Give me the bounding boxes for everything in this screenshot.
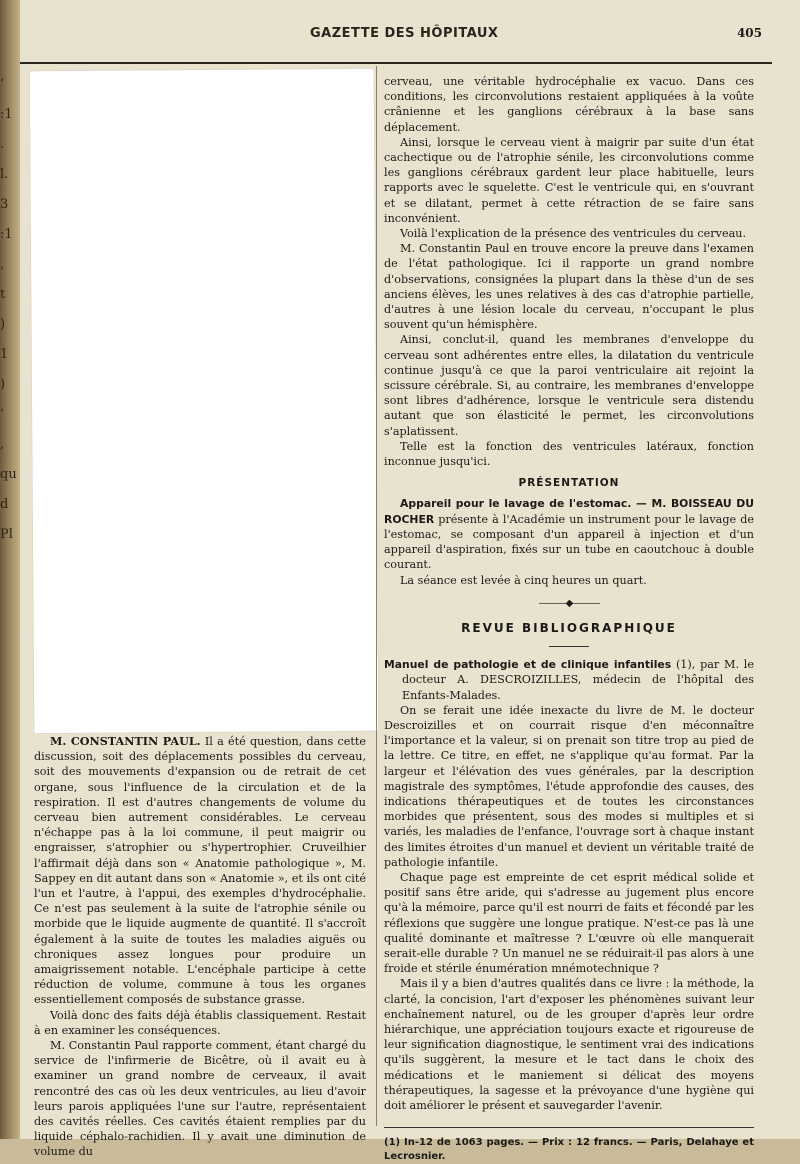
ornament-divider: ———◆——— bbox=[538, 597, 600, 609]
book-details: (1), par M. le docteur A. DESCROIZILLES, médecin de l'hôpital des Enfants-Malades. bbox=[402, 658, 754, 702]
footnote: (1) In-12 de 1063 pages. — Prix : 12 francs. — Paris, Delahaye et Lecrosnier. bbox=[384, 1137, 754, 1163]
left-column bbox=[34, 734, 366, 1160]
paragraph: Telle est la fonction des ventricules latéraux, fonction inconnue jusqu'ici. bbox=[384, 439, 754, 469]
paragraph: Voilà donc des faits déjà établis classiquement. Restait à en examiner les conséquences. bbox=[34, 1008, 366, 1037]
paragraph bbox=[384, 496, 754, 572]
paragraph: Mais il y a bien d'autres qualités dans ce livre : la méthode, la clarté, la concision, l'art d'exposer les phénomènes suivant leur enchaînement naturel, ou de les grouper d'après leur ordre hiérarchique, une appréciation toujours exacte et rigoureuse de leur signification diagnostique, le sentiment vrai des indications qu'ils suggèrent, la mesure et le tact dans le choix des médications et le maniement si délicat des moyens thérapeutiques, la sagesse et la prévoyance d'une hygiène qui doit améliorer le présent et sauvegarder l'avenir. bbox=[384, 977, 754, 1112]
paragraph: M. Constantin Paul rapporte comment, étant chargé du service de l'infirmerie de Bicêtre, où il avait eu à examiner un grand nombre de cerveaux, il avait rencontré des cas où les deux ventricules, au lieu d'avoir leurs parois appliquées l'une sur l'autre, représentaient des cavités réelles. Ces cavités étaient remplies par du liquide céphalo-rachidien. Il y avait une diminution de volume du bbox=[34, 1039, 366, 1159]
running-header bbox=[20, 24, 800, 46]
book-title: Manuel de pathologie et de clinique infantiles bbox=[384, 658, 672, 672]
paragraph: On se ferait une idée inexacte du livre de M. le docteur Descroizilles et on courrait risque d'en méconnaître l'importance et la valeur, si on prenait son titre trop au pied de la lettre. Ce titre, en effet, ne s'applique qu'au format. Par la largeur et l'élévation des vues générales, par la description magistrale des symptômes, l'étude approfondie des causes, des indications thérapeutiques et de toutes les circonstances morbides que présentent, sous des modes si multiples et si variés, les maladies de l'enfance, l'ouvrage sort à chaque instant des limites étroites d'un manuel et devient un véritable traité de pathologie infantile. bbox=[384, 703, 754, 869]
right-column bbox=[384, 74, 754, 1164]
page-number: 405 bbox=[736, 26, 762, 40]
paragraph: cerveau, une véritable hydrocéphalie ex vacuo. Dans ces conditions, les circonvolutions restaient appliquées à la voûte crânienne et les ganglions cérébraux à la base sans déplacement. bbox=[384, 75, 754, 134]
section-heading-review: REVUE BIBLIOGRAPHIQUE bbox=[461, 620, 677, 635]
short-rule bbox=[549, 646, 589, 647]
paragraph: Chaque page est empreinte de cet esprit médical solide et positif sans être aride, qui s'adresse au jugement plus encore qu'à la mémoire, parce qu'il est nourri de faits et fécondé par les réflexions que suggère une longue pratique. N'est-ce pas là une qualité dominante et maîtresse ? L'œuvre où elle manquerait serait-elle durable ? Un manuel ne se réduirait-il pas alors à une froide et stérile énumération mnémotechnique ? bbox=[384, 870, 754, 976]
pasted-blank-patch bbox=[30, 69, 379, 733]
paragraph bbox=[34, 734, 366, 1008]
footnote-rule bbox=[384, 1127, 754, 1128]
closing-line: La séance est levée à cinq heures un quart. bbox=[400, 573, 647, 587]
paragraph-text: Il a été question, dans cette discussion, soit des déplacements possibles du cerveau, soit des mouvements d'expansion ou de retrait de cet organe, sous l'influence de la circulation et de la respiration. Il est d'autres changements de volume du cerveau bien autrement considérables. Le cerveau n'échappe pas à la loi commune, il peut maigrir ou engraisser, s'atrophier ou s'hypertrophier. Cruveilhier l'affirmait déjà dans son « Anatomie pathologique », M. Sappey en dit autant dans son « Anatomie », et ils ont cité l'un et l'autre, à l'appui, des exemples d'hydrocéphalie. Ce n'est pas seulement à la suite de l'atrophie sénile ou morbide que le liquide augmente de quantité. Il s'accroît également à la suite de toutes les maladies aiguës ou chroniques assez longues pour produire un amaigrissement notable. L'encéphale participe à cette réduction de volume, commune à tous les organes essentiellement composés de substance grasse. bbox=[34, 735, 366, 1007]
journal-page bbox=[20, 0, 800, 1163]
paragraph: Ainsi, conclut-il, quand les membranes d'enveloppe du cerveau sont adhérentes entre elles, la dilatation du ventricule continue jusqu'à ce que la paroi ventriculaire ait rejoint la scissure cérébrale. Si, au contraire, les membranes d'enveloppe sont libres d'adhérence, lorsque le ventricule sera distendu autant que son élasticité le permet, les circonvolutions s'aplatissent. bbox=[384, 333, 754, 438]
paragraph: Voilà l'explication de la présence des ventricules du cerveau. bbox=[400, 227, 747, 241]
paragraph: Ainsi, lorsque le cerveau vient à maigrir par suite d'un état cachectique ou de l'atrophie sénile, les circonvolutions comme les ganglions cérébraux gardent leur place habituelle, leurs rapports avec le squelette. C'est le ventricule qui, en s'ouvrant et se dilatant, permet à cette rétraction de se faire sans inconvénient. bbox=[384, 135, 754, 225]
section-heading-presentation: PRÉSENTATION bbox=[518, 477, 620, 490]
paragraph-text: présente à l'Académie un instrument pour le lavage de l'estomac, se composant d'un appareil à injection et d'un appareil d'aspiration, fixés sur un tube en caoutchouc à double courant. bbox=[384, 512, 754, 572]
header-rule bbox=[20, 62, 772, 64]
presentation-lead: Appareil pour le lavage de l'estomac. — M. BOISSEAU DU ROCHER bbox=[384, 497, 754, 526]
book-entry bbox=[384, 657, 754, 703]
paragraph: M. Constantin Paul en trouve encore la preuve dans l'examen de l'état pathologique. Ici il rapporte un grand nombre d'observations, consignées la plupart dans la thèse d'un de ses anciens élèves, les unes relatives à des cas d'atrophie partielle, d'autres à une lésion locale du cerveau, n'occupant le plus souvent qu'un hémisphère. bbox=[384, 242, 754, 332]
journal-title: GAZETTE DES HÔPITAUX bbox=[310, 26, 499, 41]
column-divider bbox=[376, 66, 377, 1126]
speaker-name: M. CONSTANTIN PAUL. bbox=[50, 734, 201, 748]
spine-margin-marks: ’ :1 . l. 3 :1 , t ) 1 ) ’ , qu d Pl bbox=[0, 77, 17, 542]
